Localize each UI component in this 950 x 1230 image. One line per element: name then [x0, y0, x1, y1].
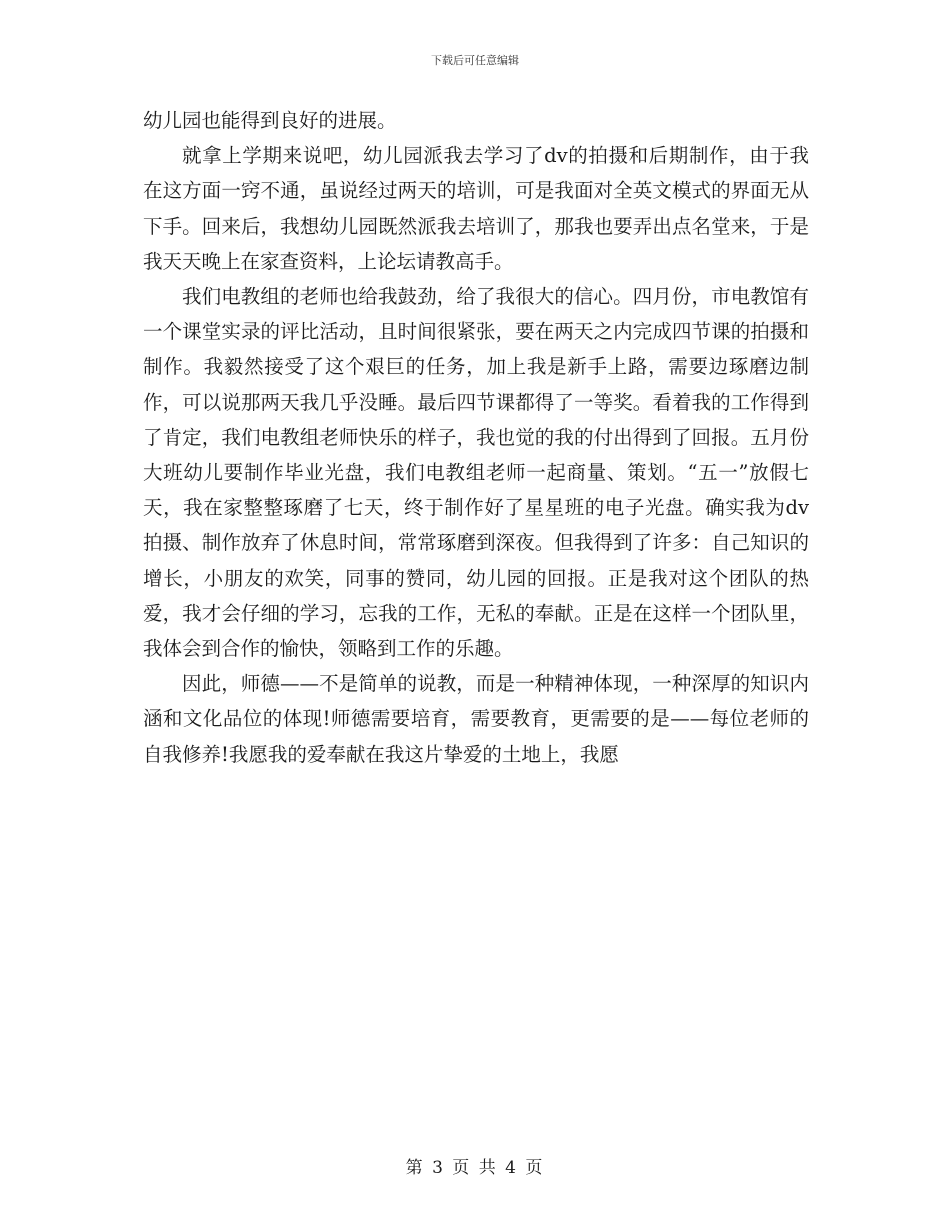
paragraph-3: 我们电教组的老师也给我鼓劲，给了我很大的信心。四月份，市电教馆有一个课堂实录的评比活动，且时间很紧张，要在两天之内完成四节课的拍摄和制作。我毅然接受了这个艰巨的任务，加上我是新手上路，需要边琢磨边制作，可以说那两天我几乎没睡。最后四节课都得了一等奖。看着我的工作得到了肯定，我们电教组老师快乐的样子，我也觉的我的付出得到了回报。五月份大班幼儿要制作毕业光盘，我们电教组老师一起商量、策划。“五一”放假七天，我在家整整琢磨了七天，终于制作好了星星班的电子光盘。确实我为dv拍摄、制作放弃了休息时间，常常琢磨到深夜。但我得到了许多：自己知识的增长，小朋友的欢笑，同事的赞同，幼儿园的回报。正是我对这个团队的热爱，我才会仔细的学习，忘我的工作，无私的奉献。正是在这样一个团队里，我体会到合作的愉快，领略到工作的乐趣。 [143, 285, 809, 661]
document-body [143, 103, 809, 772]
paragraph-2: 就拿上学期来说吧，幼儿园派我去学习了dv的拍摄和后期制作，由于我在这方面一窍不通，虽说经过两天的培训，可是我面对全英文模式的界面无从下手。回来后，我想幼儿园既然派我去培训了，那我也要弄出点名堂来，于是我天天晚上在家查资料，上论坛请教高手。 [143, 144, 809, 273]
paragraph-4: 因此，师德——不是简单的说教，而是一种精神体现，一种深厚的知识内涵和文化品位的体现!师德需要培育，需要教育，更需要的是——每位老师的自我修养!我愿我的爱奉献在我这片挚爱的土地上，我愿 [143, 672, 809, 766]
page-number: 第 3 页 共 4 页 [405, 1158, 545, 1178]
header-note: 下载后可任意编辑 [431, 54, 519, 67]
paragraph-1: 幼儿园也能得到良好的进展。 [143, 109, 397, 132]
